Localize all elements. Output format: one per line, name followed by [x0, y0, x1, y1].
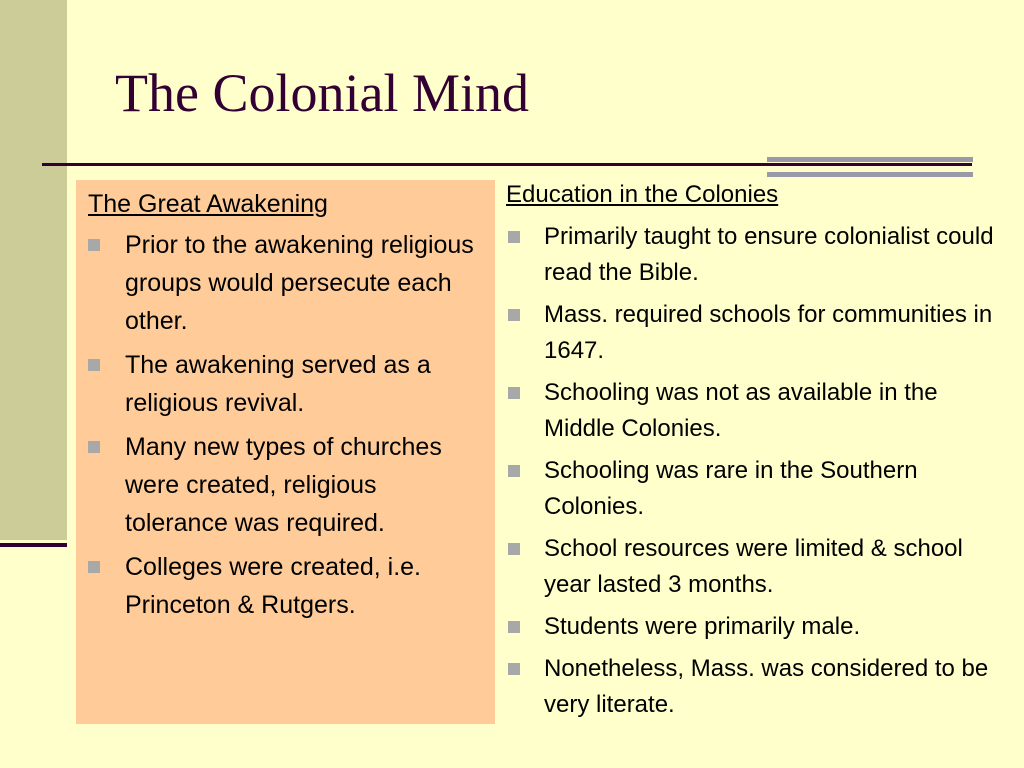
education-list: [506, 219, 1006, 723]
list-item-text: Schooling was not as available in the Middle Colonies.: [544, 379, 938, 442]
accent-bar-top: [767, 157, 973, 162]
square-bullet-icon: [508, 663, 520, 675]
list-item: [506, 219, 1006, 291]
list-item: [88, 346, 483, 422]
square-bullet-icon: [508, 231, 520, 243]
great-awakening-box: [76, 180, 495, 724]
list-item: [506, 531, 1006, 603]
list-item: [506, 609, 1006, 645]
list-item-text: Many new types of churches were created, religious tolerance was required.: [125, 433, 442, 537]
square-bullet-icon: [88, 441, 100, 453]
square-bullet-icon: [508, 621, 520, 633]
great-awakening-list: [88, 226, 483, 624]
list-item: [88, 428, 483, 542]
left-decorative-bar: [0, 0, 67, 540]
slide-title: The Colonial Mind: [115, 63, 529, 123]
list-item: [88, 226, 483, 340]
list-item-text: Mass. required schools for communities in 1647.: [544, 301, 993, 364]
list-item-text: Prior to the awakening religious groups would persecute each other.: [125, 231, 474, 335]
square-bullet-icon: [508, 309, 520, 321]
left-bar-underline: [0, 543, 67, 547]
square-bullet-icon: [88, 359, 100, 371]
square-bullet-icon: [508, 387, 520, 399]
list-item-text: School resources were limited & school year lasted 3 months.: [544, 535, 963, 598]
great-awakening-heading: The Great Awakening: [88, 190, 328, 218]
list-item-text: The awakening served as a religious revival.: [125, 351, 431, 417]
list-item: [88, 548, 483, 624]
list-item-text: Schooling was rare in the Southern Colonies.: [544, 457, 918, 520]
list-item: [506, 297, 1006, 369]
education-heading: Education in the Colonies: [506, 181, 779, 208]
list-item-text: Colleges were created, i.e. Princeton & Rutgers.: [125, 553, 421, 619]
list-item: [506, 375, 1006, 447]
education-column: [506, 180, 1006, 729]
list-item: [506, 453, 1006, 525]
square-bullet-icon: [508, 543, 520, 555]
accent-bar-bottom: [767, 172, 973, 177]
list-item-text: Primarily taught to ensure colonialist could read the Bible.: [544, 223, 994, 286]
square-bullet-icon: [88, 239, 100, 251]
square-bullet-icon: [508, 465, 520, 477]
list-item-text: Nonetheless, Mass. was considered to be very literate.: [544, 655, 989, 718]
list-item-text: Students were primarily male.: [544, 613, 861, 640]
square-bullet-icon: [88, 561, 100, 573]
list-item: [506, 651, 1006, 723]
title-rule: [42, 163, 972, 166]
